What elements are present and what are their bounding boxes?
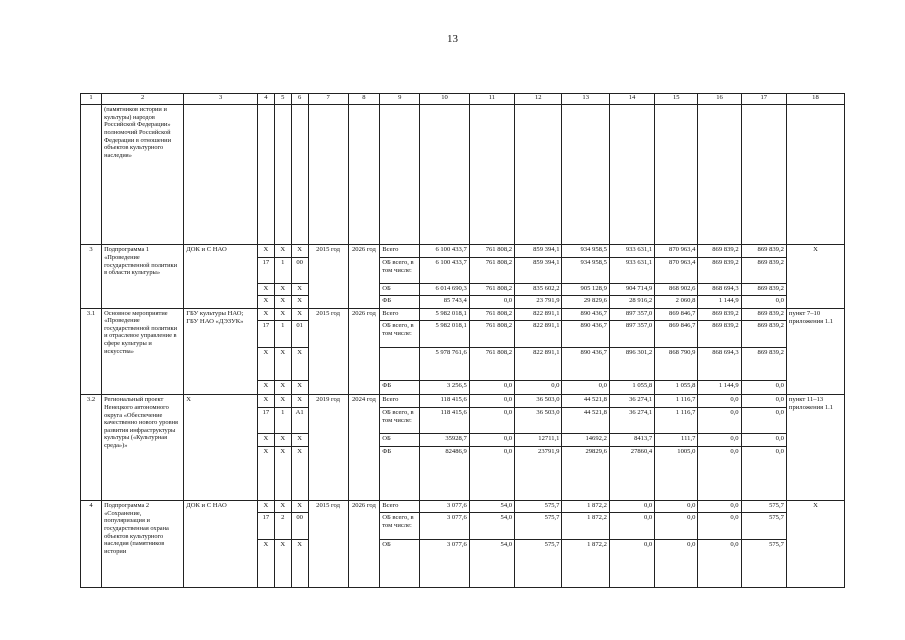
code-cell: X <box>291 434 308 446</box>
amount-cell: 0,0 <box>469 434 514 446</box>
code-cell: X <box>291 296 308 308</box>
amount-cell: 869 839,2 <box>698 308 741 320</box>
code-cell: X <box>291 395 308 407</box>
amount-cell: 8413,7 <box>609 434 654 446</box>
executor: X <box>184 395 258 501</box>
amount-cell: 6 100 433,7 <box>420 257 470 284</box>
amount-cell: 575,7 <box>741 501 786 513</box>
start-year: 2015 год <box>308 308 348 395</box>
funding-source: Всего <box>380 501 420 513</box>
amount-cell: 0,0 <box>698 446 741 501</box>
amount-cell: 0,0 <box>655 501 698 513</box>
code-cell: X <box>274 308 291 320</box>
executor: ГБУ культуры НАО; ГБУ НАО «ДЭЗУК» <box>184 308 258 395</box>
page-number: 13 <box>447 33 458 45</box>
amount-cell: 890 436,7 <box>562 308 609 320</box>
amount-cell: 35928,7 <box>420 434 470 446</box>
note-cell: X <box>786 245 844 308</box>
table-cell <box>184 105 258 245</box>
amount-cell: 3 077,6 <box>420 513 470 540</box>
code-cell: X <box>291 501 308 513</box>
amount-cell: 934 958,5 <box>562 257 609 284</box>
column-header: 15 <box>655 94 698 105</box>
column-header: 17 <box>741 94 786 105</box>
amount-cell: 1 144,9 <box>698 296 741 308</box>
amount-cell: 1 055,8 <box>609 381 654 395</box>
table-cell <box>308 105 348 245</box>
amount-cell: 859 394,1 <box>515 257 562 284</box>
column-header: 1 <box>81 94 102 105</box>
column-header: 13 <box>562 94 609 105</box>
table-cell <box>515 105 562 245</box>
code-cell: X <box>274 381 291 395</box>
funding-source: ОБ всего, в том числе: <box>380 257 420 284</box>
amount-cell: 890 436,7 <box>562 320 609 347</box>
column-header: 11 <box>469 94 514 105</box>
code-cell: 17 <box>258 513 275 540</box>
code-cell: A1 <box>291 407 308 434</box>
amount-cell: 933 631,1 <box>609 257 654 284</box>
funding-source <box>380 347 420 380</box>
amount-cell: 869 839,2 <box>741 245 786 257</box>
table-cell <box>741 105 786 245</box>
code-cell: X <box>291 347 308 380</box>
amount-cell: 869 839,2 <box>741 308 786 320</box>
code-cell: X <box>258 308 275 320</box>
amount-cell: 835 602,2 <box>515 284 562 296</box>
measure-name: Подпрограмма 2 «Сохранение, популяризация и государственная охрана объектов культурного наследия (памятников истории <box>102 501 184 588</box>
table-row <box>81 308 845 320</box>
table-row <box>81 501 845 513</box>
amount-cell: 5 982 018,1 <box>420 308 470 320</box>
table-cell <box>81 105 102 245</box>
amount-cell: 23791,9 <box>515 446 562 501</box>
amount-cell: 54,0 <box>469 513 514 540</box>
amount-cell: 36 274,1 <box>609 395 654 407</box>
amount-cell: 0,0 <box>515 381 562 395</box>
end-year: 2026 год <box>348 308 380 395</box>
table-cell <box>274 105 291 245</box>
amount-cell: 0,0 <box>698 501 741 513</box>
amount-cell: 0,0 <box>609 501 654 513</box>
amount-cell: 27860,4 <box>609 446 654 501</box>
table-cell <box>258 105 275 245</box>
header-row <box>81 94 845 105</box>
amount-cell: 761 808,2 <box>469 245 514 257</box>
amount-cell: 1 144,9 <box>698 381 741 395</box>
amount-cell: 1 872,2 <box>562 501 609 513</box>
code-cell: X <box>258 395 275 407</box>
code-cell: 17 <box>258 320 275 347</box>
amount-cell: 29829,6 <box>562 446 609 501</box>
funding-source: ОБ <box>380 540 420 588</box>
code-cell: 17 <box>258 257 275 284</box>
amount-cell: 0,0 <box>469 296 514 308</box>
table-body <box>81 94 845 588</box>
amount-cell: 1 872,2 <box>562 513 609 540</box>
budget-table <box>80 93 845 588</box>
amount-cell: 1 116,7 <box>655 407 698 434</box>
amount-cell: 869 839,2 <box>741 284 786 296</box>
amount-cell: 29 829,6 <box>562 296 609 308</box>
code-cell: X <box>274 395 291 407</box>
amount-cell: 869 839,2 <box>698 257 741 284</box>
start-year: 2015 год <box>308 245 348 308</box>
note-cell: X <box>786 501 844 588</box>
funding-source: Всего <box>380 308 420 320</box>
code-cell: 1 <box>274 320 291 347</box>
amount-cell: 6 014 690,3 <box>420 284 470 296</box>
amount-cell: 897 357,0 <box>609 308 654 320</box>
amount-cell: 0,0 <box>741 381 786 395</box>
amount-cell: 933 631,1 <box>609 245 654 257</box>
code-cell: X <box>291 381 308 395</box>
funding-source: ФБ <box>380 446 420 501</box>
column-header: 14 <box>609 94 654 105</box>
column-header: 16 <box>698 94 741 105</box>
amount-cell: 905 128,9 <box>562 284 609 296</box>
amount-cell: 870 963,4 <box>655 257 698 284</box>
amount-cell: 0,0 <box>741 407 786 434</box>
column-header: 18 <box>786 94 844 105</box>
amount-cell: 761 808,2 <box>469 320 514 347</box>
amount-cell: 868 694,3 <box>698 347 741 380</box>
end-year: 2026 год <box>348 501 380 588</box>
amount-cell: 0,0 <box>741 434 786 446</box>
amount-cell: 822 891,1 <box>515 347 562 380</box>
code-cell: X <box>274 296 291 308</box>
amount-cell: 44 521,8 <box>562 407 609 434</box>
code-cell: X <box>258 501 275 513</box>
column-header: 9 <box>380 94 420 105</box>
code-cell: 2 <box>274 513 291 540</box>
amount-cell: 868 790,9 <box>655 347 698 380</box>
amount-cell: 1 872,2 <box>562 540 609 588</box>
amount-cell: 0,0 <box>469 446 514 501</box>
amount-cell: 822 891,1 <box>515 308 562 320</box>
amount-cell: 0,0 <box>562 381 609 395</box>
amount-cell: 761 808,2 <box>469 257 514 284</box>
amount-cell: 904 714,9 <box>609 284 654 296</box>
table-row <box>81 245 845 257</box>
amount-cell: 869 839,2 <box>698 320 741 347</box>
code-cell: X <box>274 245 291 257</box>
code-cell: 00 <box>291 257 308 284</box>
amount-cell: 0,0 <box>609 513 654 540</box>
column-header: 5 <box>274 94 291 105</box>
amount-cell: 0,0 <box>698 395 741 407</box>
amount-cell: 761 808,2 <box>469 308 514 320</box>
table-cell <box>562 105 609 245</box>
table-cell <box>469 105 514 245</box>
start-year: 2019 год <box>308 395 348 501</box>
column-header: 12 <box>515 94 562 105</box>
amount-cell: 3 077,6 <box>420 540 470 588</box>
amount-cell: 0,0 <box>698 540 741 588</box>
amount-cell: 2 060,8 <box>655 296 698 308</box>
amount-cell: 1 116,7 <box>655 395 698 407</box>
code-cell: X <box>274 434 291 446</box>
code-cell: X <box>291 308 308 320</box>
amount-cell: 869 839,2 <box>741 320 786 347</box>
code-cell: X <box>258 446 275 501</box>
table-row <box>81 395 845 407</box>
column-header: 7 <box>308 94 348 105</box>
code-cell: X <box>258 284 275 296</box>
table-cell <box>380 105 420 245</box>
amount-cell: 5 978 761,6 <box>420 347 470 380</box>
table-cell <box>291 105 308 245</box>
amount-cell: 0,0 <box>609 540 654 588</box>
code-cell: X <box>274 347 291 380</box>
funding-source: Всего <box>380 395 420 407</box>
end-year: 2026 год <box>348 245 380 308</box>
funding-source: ОБ всего, в том числе: <box>380 320 420 347</box>
amount-cell: 0,0 <box>698 513 741 540</box>
end-year: 2024 год <box>348 395 380 501</box>
amount-cell: 3 256,5 <box>420 381 470 395</box>
note-cell: пункт 7–10 приложения 1.1 <box>786 308 844 395</box>
code-cell: X <box>291 540 308 588</box>
amount-cell: 0,0 <box>655 513 698 540</box>
code-cell: X <box>258 245 275 257</box>
row-number: 3 <box>81 245 102 308</box>
code-cell: X <box>258 347 275 380</box>
code-cell: 1 <box>274 257 291 284</box>
code-cell: 17 <box>258 407 275 434</box>
amount-cell: 575,7 <box>741 513 786 540</box>
continuation-row <box>81 105 845 245</box>
amount-cell: 869 846,7 <box>655 320 698 347</box>
table-cell <box>420 105 470 245</box>
note-cell: пункт 11–13 приложения 1.1 <box>786 395 844 501</box>
amount-cell: 0,0 <box>698 434 741 446</box>
code-cell: X <box>274 501 291 513</box>
amount-cell: 0,0 <box>655 540 698 588</box>
executor: ДОК и С НАО <box>184 245 258 308</box>
code-cell: X <box>291 446 308 501</box>
code-cell: X <box>258 381 275 395</box>
row-number: 4 <box>81 501 102 588</box>
table-cell <box>698 105 741 245</box>
code-cell: 01 <box>291 320 308 347</box>
code-cell: X <box>274 284 291 296</box>
measure-name: Основное мероприятие «Проведение государственной политики и отраслевое управление в сфере культуры и искусства» <box>102 308 184 395</box>
code-cell: 1 <box>274 407 291 434</box>
amount-cell: 0,0 <box>741 395 786 407</box>
amount-cell: 118 415,6 <box>420 407 470 434</box>
column-header: 6 <box>291 94 308 105</box>
table-cell <box>348 105 380 245</box>
column-header: 2 <box>102 94 184 105</box>
amount-cell: 869 839,2 <box>741 257 786 284</box>
amount-cell: 36 503,0 <box>515 395 562 407</box>
amount-cell: 869 846,7 <box>655 308 698 320</box>
amount-cell: 575,7 <box>741 540 786 588</box>
table-cell <box>786 105 844 245</box>
amount-cell: 28 916,2 <box>609 296 654 308</box>
code-cell: X <box>258 296 275 308</box>
amount-cell: 82486,9 <box>420 446 470 501</box>
measure-name: Региональный проект Ненецкого автономного округа «Обеспечение качественно нового уровня развития инфраструктуры культуры («Культурная среда»)» <box>102 395 184 501</box>
amount-cell: 44 521,8 <box>562 395 609 407</box>
column-header: 4 <box>258 94 275 105</box>
amount-cell: 0,0 <box>469 381 514 395</box>
column-header: 3 <box>184 94 258 105</box>
amount-cell: 761 808,2 <box>469 284 514 296</box>
amount-cell: 85 743,4 <box>420 296 470 308</box>
funding-source: ФБ <box>380 381 420 395</box>
amount-cell: 14692,2 <box>562 434 609 446</box>
amount-cell: 5 982 018,1 <box>420 320 470 347</box>
amount-cell: 896 301,2 <box>609 347 654 380</box>
funding-source: ФБ <box>380 296 420 308</box>
table-cell <box>609 105 654 245</box>
table-cell <box>655 105 698 245</box>
amount-cell: 54,0 <box>469 501 514 513</box>
amount-cell: 0,0 <box>698 407 741 434</box>
amount-cell: 0,0 <box>741 446 786 501</box>
column-header: 8 <box>348 94 380 105</box>
start-year: 2015 год <box>308 501 348 588</box>
code-cell: X <box>274 446 291 501</box>
amount-cell: 575,7 <box>515 540 562 588</box>
amount-cell: 890 436,7 <box>562 347 609 380</box>
amount-cell: 868 694,3 <box>698 284 741 296</box>
code-cell: X <box>291 284 308 296</box>
amount-cell: 118 415,6 <box>420 395 470 407</box>
amount-cell: 0,0 <box>741 296 786 308</box>
row-number: 3.1 <box>81 308 102 395</box>
amount-cell: 822 891,1 <box>515 320 562 347</box>
amount-cell: 54,0 <box>469 540 514 588</box>
amount-cell: 897 357,0 <box>609 320 654 347</box>
amount-cell: 111,7 <box>655 434 698 446</box>
code-cell: X <box>258 434 275 446</box>
code-cell: X <box>291 245 308 257</box>
row-number: 3.2 <box>81 395 102 501</box>
amount-cell: 869 839,2 <box>741 347 786 380</box>
amount-cell: 761 808,2 <box>469 347 514 380</box>
amount-cell: 1005,0 <box>655 446 698 501</box>
amount-cell: 0,0 <box>469 407 514 434</box>
code-cell: X <box>258 540 275 588</box>
amount-cell: 859 394,1 <box>515 245 562 257</box>
amount-cell: 575,7 <box>515 513 562 540</box>
amount-cell: 36 503,0 <box>515 407 562 434</box>
funding-source: ОБ всего, в том числе: <box>380 513 420 540</box>
amount-cell: 23 791,9 <box>515 296 562 308</box>
amount-cell: 869 839,2 <box>698 245 741 257</box>
funding-source: ОБ всего, в том числе: <box>380 407 420 434</box>
code-cell: X <box>274 540 291 588</box>
amount-cell: 1 055,8 <box>655 381 698 395</box>
amount-cell: 868 902,6 <box>655 284 698 296</box>
amount-cell: 0,0 <box>469 395 514 407</box>
amount-cell: 3 077,6 <box>420 501 470 513</box>
amount-cell: 575,7 <box>515 501 562 513</box>
measure-name: (памятников истории и культуры) народов Российской Федерации» полномочий Российской Федерации в отношении объектов культурного наследия» <box>102 105 184 245</box>
code-cell: 00 <box>291 513 308 540</box>
executor: ДОК и С НАО <box>184 501 258 588</box>
funding-source: ОБ <box>380 434 420 446</box>
amount-cell: 934 958,5 <box>562 245 609 257</box>
measure-name: Подпрограмма 1 «Проведение государственной политики в области культуры» <box>102 245 184 308</box>
column-header: 10 <box>420 94 470 105</box>
funding-source: Всего <box>380 245 420 257</box>
amount-cell: 12711,1 <box>515 434 562 446</box>
amount-cell: 6 100 433,7 <box>420 245 470 257</box>
amount-cell: 870 963,4 <box>655 245 698 257</box>
funding-source: ОБ <box>380 284 420 296</box>
amount-cell: 36 274,1 <box>609 407 654 434</box>
